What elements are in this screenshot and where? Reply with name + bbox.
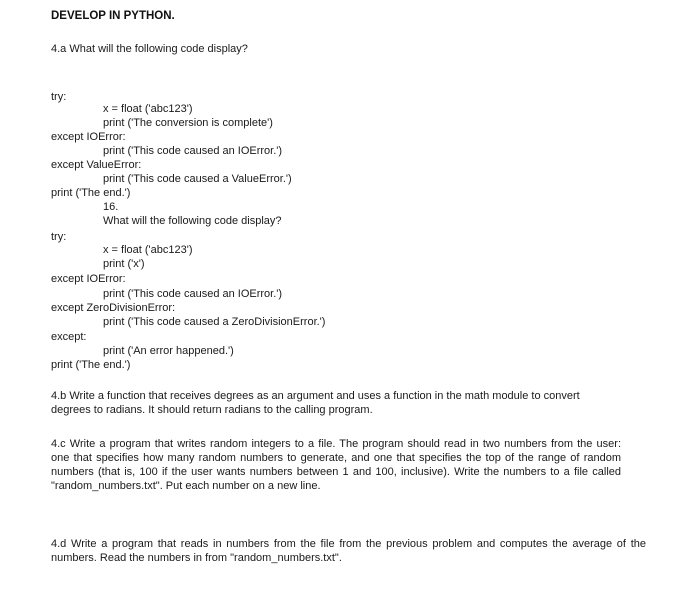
code-line: except IOError: <box>51 273 126 285</box>
code-line: x = float ('abc123') <box>103 103 193 115</box>
code-line: except: <box>51 331 87 343</box>
code-line: print ('This code caused an IOError.') <box>103 145 283 157</box>
question-4c: 4.c Write a program that writes random integers to a file. The program should read in two numbers from the user: one that specifies how many random numbers to generate, and one that specifies the top of the range of random numbers (that is, 100 if the user wants numbers between 1 and 100, inclusive). Write the numbers to a file called "random_numbers.txt". Put each number on a new line. <box>51 438 621 492</box>
code-line: print ('This code caused a ZeroDivisionError.') <box>103 316 326 328</box>
code-line: except ZeroDivisionError: <box>51 302 176 314</box>
code-line: print ('An error happened.') <box>103 345 234 357</box>
code-line: try: <box>51 91 67 103</box>
code-line: print ('This code caused a ValueError.') <box>103 173 292 185</box>
code-line: What will the following code display? <box>103 215 282 227</box>
code-line: x = float ('abc123') <box>103 244 193 256</box>
page-title: DEVELOP IN PYTHON. <box>51 10 175 22</box>
code-line: print ('The end.') <box>51 187 131 199</box>
question-4b: 4.b Write a function that receives degrees as an argument and uses a function in the math module to convert degrees to radians. It should return radians to the calling program. <box>51 390 580 416</box>
code-line: try: <box>51 231 67 243</box>
question-4a-prompt: 4.a What will the following code display? <box>51 43 248 55</box>
question-4d: 4.d Write a program that reads in numbers from the file from the previous problem and computes the average of the numbers. Read the numbers in from "random_numbers.txt". <box>51 538 646 564</box>
code-line: print ('The end.') <box>51 359 131 371</box>
code-line: print ('The conversion is complete') <box>103 117 273 129</box>
code-line: except ValueError: <box>51 159 142 171</box>
code-line: except IOError: <box>51 131 126 143</box>
code-line: print ('This code caused an IOError.') <box>103 288 283 300</box>
code-line: print ('x') <box>103 258 145 270</box>
code-line: 16. <box>103 201 119 213</box>
